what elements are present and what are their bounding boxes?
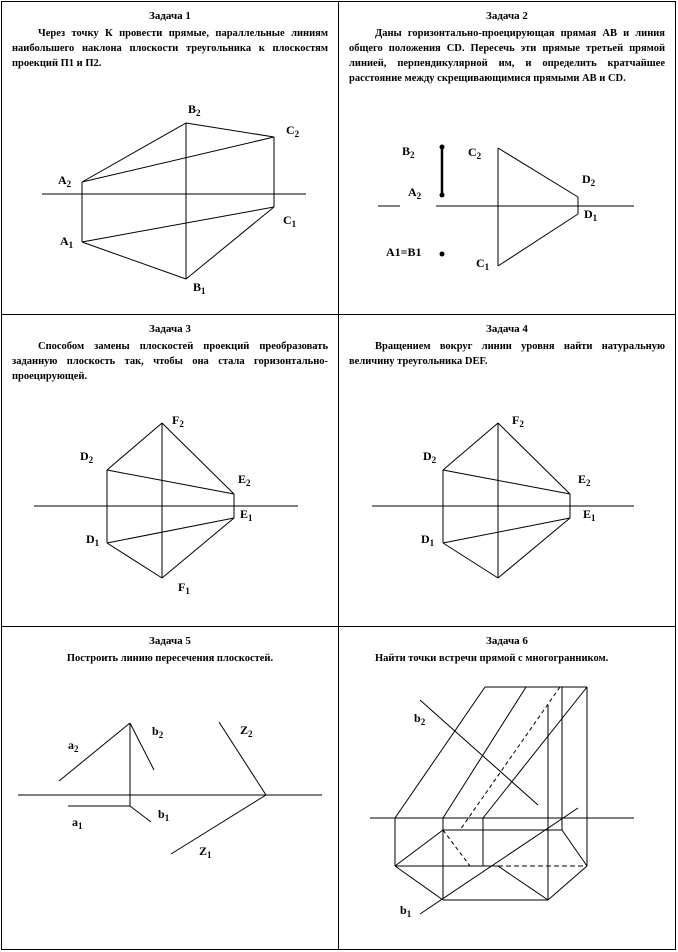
task-1-label-c1: $C_1$: [283, 213, 297, 229]
task-6-cell: [338, 626, 676, 950]
task-5-text: Построить линию пересечения плоскостей.: [66, 653, 274, 664]
task-5-label-b1: $b_1$: [158, 807, 170, 823]
task-6-label-b2: $b_2$: [414, 711, 426, 727]
task-5-title: Задача 5: [149, 635, 191, 647]
task-6-text: Найти точки встречи прямой с многогранником.: [375, 653, 609, 664]
task-4-title: Задача 4: [486, 323, 528, 335]
task-5-label-z1: $Z_1$: [199, 844, 212, 860]
task-1-label-b2: $B_2$: [188, 102, 201, 118]
task-1-title: Задача 1: [149, 10, 191, 22]
task-3-title: Задача 3: [149, 323, 191, 335]
task-3-label-e2: $E_2$: [238, 472, 251, 488]
task-2-label-a2: $A_2$: [408, 185, 422, 201]
task-2-label-c1: $C_1$: [476, 256, 490, 272]
task-5-label-z2: $Z_2$: [240, 723, 253, 739]
task-2-label-d1: $D_1$: [584, 207, 598, 223]
task-1-text: Через точку К провести прямые, параллельные линиям наибольшего наклона плоскости треугольника к плоскостям проекций П1 и П2.: [12, 28, 328, 69]
task-1-label-a2: $A_2$: [58, 173, 72, 189]
task-4-label-f2: $F_2$: [512, 413, 524, 429]
task-3-label-f1: $F_1$: [178, 580, 190, 596]
task-2-text: Даны горизонтально-проецирующая прямая АВ и линия общего положения CD. Пересечь эти прямые третьей прямой линией, перпендикулярной им, и определить кратчайшее расстояние между скрещивающимися прямыми АВ и CD.: [349, 28, 665, 84]
task-1-label-a1: $A_1$: [60, 234, 74, 250]
task-4-label-e1: $E_1$: [583, 507, 596, 523]
task-3-label-d1: $D_1$: [86, 532, 100, 548]
task-4-text: Вращением вокруг линии уровня найти натуральную величину треугольника DEF.: [349, 341, 665, 367]
task-2-title: Задача 2: [486, 10, 528, 22]
task-5-cell: [1, 626, 339, 950]
task-5-label-a1: $a_1$: [72, 815, 83, 831]
task-3-text: Способом замены плоскостей проекций преобразовать заданную плоскость так, чтобы она стала горизонтально-проецирующей.: [12, 341, 328, 382]
task-2-label-d2: $D_2$: [582, 172, 596, 188]
task-4-label-e2: $E_2$: [578, 472, 591, 488]
task-3-label-d2: $D_2$: [80, 449, 94, 465]
task-2-label-a1b1: A1=B1: [386, 245, 422, 259]
task-4-cell: [338, 314, 676, 627]
task-4-label-d1: $D_1$: [421, 532, 435, 548]
task-2-label-b2: $B_2$: [402, 144, 415, 160]
task-1-label-c2: $C_2$: [286, 123, 300, 139]
task-5-label-a2: $a_2$: [68, 738, 79, 754]
task-6-label-b1: $b_1$: [400, 903, 412, 919]
task-2-label-c2: $C_2$: [468, 145, 482, 161]
task-3-label-f2: $F_2$: [172, 413, 184, 429]
task-1-label-b1: $B_1$: [193, 280, 206, 296]
task-2-cell: [338, 1, 676, 315]
task-3-label-e1: $E_1$: [240, 507, 253, 523]
task-6-title: Задача 6: [486, 635, 528, 647]
task-1-cell: [1, 1, 339, 315]
task-5-label-b2: $b_2$: [152, 724, 164, 740]
task-4-label-d2: $D_2$: [423, 449, 437, 465]
task-3-cell: [1, 314, 339, 627]
